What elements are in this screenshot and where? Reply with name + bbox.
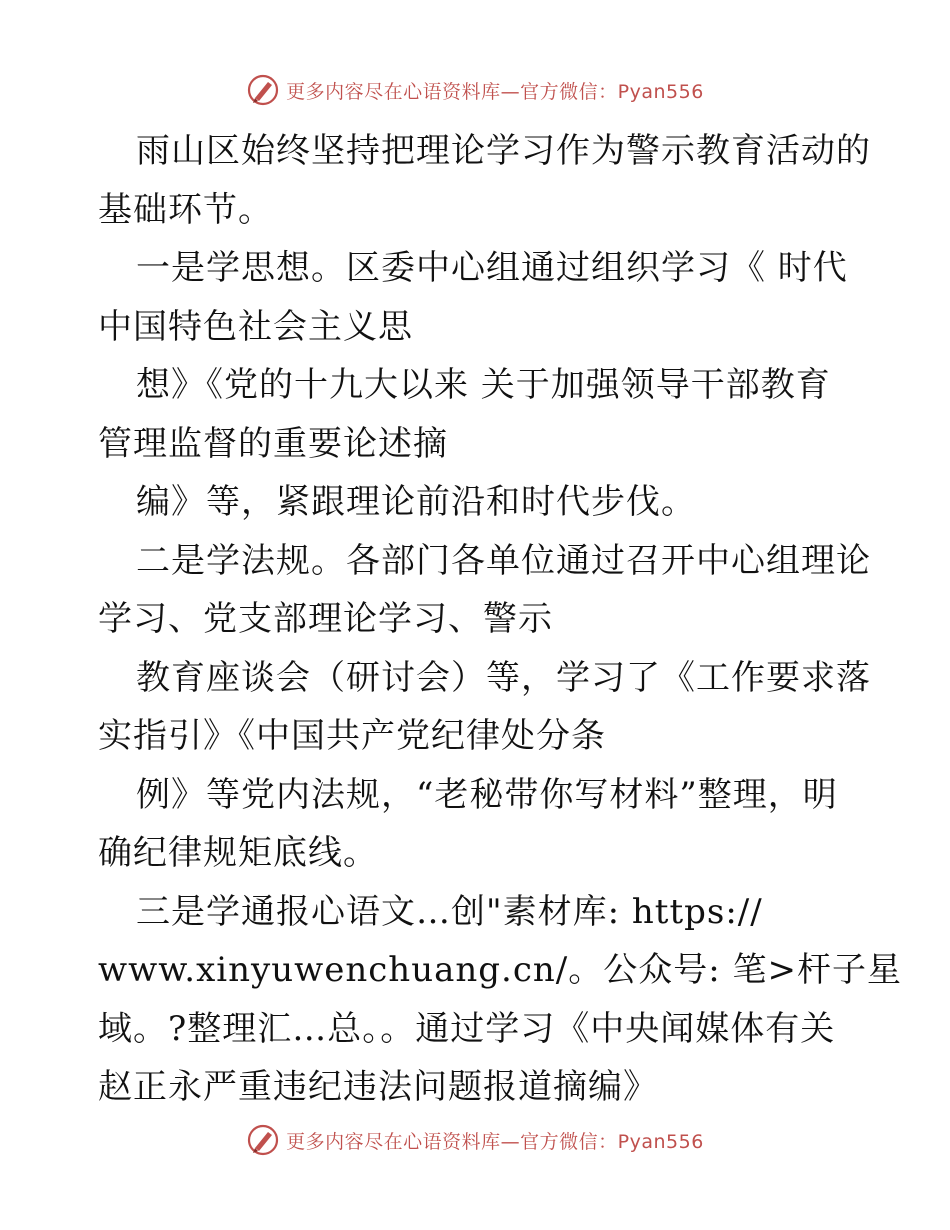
header-banner-text: 更多内容尽在心语资料库—官方微信：Pyan556 [286, 80, 704, 103]
paragraph-line: 教育座谈会（研讨会）等，学习了《工作要求落 [136, 657, 871, 698]
paragraph-line: 赵正永严重违纪违法问题报道摘编》 [98, 1067, 658, 1107]
footer-banner [0, 1120, 950, 1160]
paragraph-line: 域。?整理汇…总。。通过学习《中央闻媒体有关 [98, 1008, 836, 1049]
paragraph-line: 学习、党支部理论学习、警示 [98, 599, 553, 639]
pen-seal-logo-icon [246, 73, 280, 107]
paragraph-line: 基础环节。 [98, 189, 273, 230]
paragraph-line: 例》等党内法规，“老秘带你写材料”整理，明 [136, 774, 838, 815]
paragraph-line: 确纪律规矩底线。 [98, 833, 378, 873]
paragraph-line: 编》等，紧跟理论前沿和时代步伐。 [136, 482, 696, 522]
paragraph-line: 二是学法规。各部门各单位通过召开中心组理论 [136, 540, 871, 581]
paragraph-line: www.xinyuwenchuang.cn/。公众号: 笔>杆子星 [98, 950, 902, 990]
paragraph-line: 管理监督的重要论述摘 [98, 423, 448, 464]
paragraph-line: 三是学通报心语文…创"素材库: https:// [136, 891, 763, 932]
document-body [98, 122, 902, 1117]
pen-seal-logo-icon [246, 1123, 280, 1157]
footer-banner-text: 更多内容尽在心语资料库—官方微信：Pyan556 [286, 1130, 704, 1153]
paragraph-line: 中国特色社会主义思 [98, 306, 413, 347]
paragraph-line: 想》《党的十九大以来 关于加强领导干部教育 [136, 365, 831, 405]
paragraph-line: 一是学思想。区委中心组通过组织学习《 时代 [136, 248, 848, 288]
paragraph-line: 实指引》《中国共产党纪律处分条 [98, 716, 606, 756]
paragraph-line: 雨山区始终坚持把理论学习作为警示教育活动的 [136, 131, 871, 171]
header-banner [0, 70, 950, 110]
